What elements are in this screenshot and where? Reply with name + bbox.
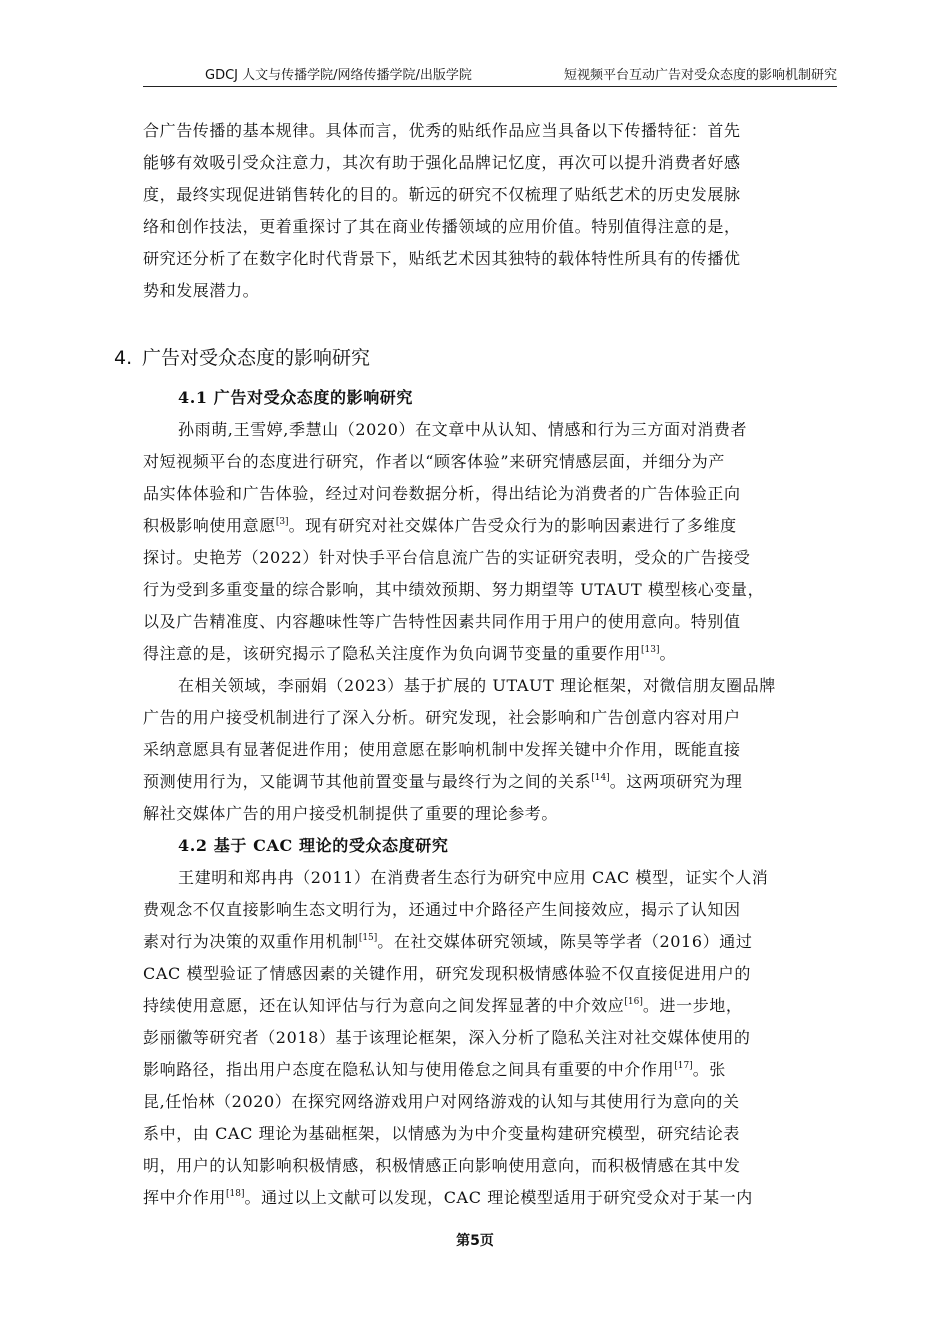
paragraph-line: 昆,任怡林（2020）在探究网络游戏用户对网络游戏的认知与其使用行为意向的关: [143, 1092, 740, 1111]
paragraph-line: 采纳意愿具有显著促进作用；使用意愿在影响机制中发挥关键中介作用，既能直接: [143, 740, 741, 759]
citation-ref: [16]: [624, 997, 643, 1007]
intro-line: 合广告传播的基本规律。具体而言，优秀的贴纸作品应当具备以下传播特征：首先: [143, 121, 741, 140]
page-number: 第5页: [456, 1233, 494, 1249]
paragraph-line: 持续使用意愿，还在认知评估与行为意向之间发挥显著的中介效应[16]。进一步地，: [143, 996, 743, 1015]
citation-ref: [18]: [226, 1189, 245, 1199]
paragraph-line: CAC 模型验证了情感因素的关键作用，研究发现积极情感体验不仅直接促进用户的: [143, 964, 751, 983]
paragraph-line: 探讨。史艳芳（2022）针对快手平台信息流广告的实证研究表明，受众的广告接受: [143, 548, 751, 567]
header-institution: GDCJ 人文与传播学院/网络传播学院/出版学院: [205, 68, 472, 83]
paragraph-line: 素对行为决策的双重作用机制[15]。在社交媒体研究领域，陈昊等学者（2016）通过: [143, 932, 753, 951]
section-number: 4.: [114, 347, 133, 369]
intro-line: 能够有效吸引受众注意力，其次有助于强化品牌记忆度，再次可以提升消费者好感: [143, 153, 741, 172]
intro-line: 度，最终实现促进销售转化的目的。靳远的研究不仅梳理了贴纸艺术的历史发展脉: [143, 185, 741, 204]
paragraph-line: 预测使用行为，又能调节其他前置变量与最终行为之间的关系[14]。这两项研究为理: [143, 772, 743, 791]
paragraph-line: 解社交媒体广告的用户接受机制提供了重要的理论参考。: [143, 804, 559, 823]
paragraph-line: 以及广告精准度、内容趣味性等广告特性因素共同作用于用户的使用意向。特别值: [143, 612, 741, 631]
paragraph-line: 对短视频平台的态度进行研究，作者以“顾客体验”来研究情感层面，并细分为产: [143, 452, 725, 471]
paragraph-line: 系中，由 CAC 理论为基础框架，以情感为为中介变量构建研究模型，研究结论表: [143, 1124, 741, 1143]
subsection-heading-4-2: 4.2 基于 CAC 理论的受众态度研究: [178, 836, 449, 855]
paragraph-line: 品实体体验和广告体验，经过对问卷数据分析，得出结论为消费者的广告体验正向: [143, 484, 741, 503]
subsection-heading-4-1: 4.1 广告对受众态度的影响研究: [178, 388, 414, 407]
header-paper-title: 短视频平台互动广告对受众态度的影响机制研究: [563, 68, 837, 83]
intro-line: 络和创作技法，更着重探讨了其在商业传播领域的应用价值。特别值得注意的是，: [143, 217, 741, 236]
running-header: [143, 64, 837, 87]
section-heading: [114, 346, 370, 370]
paragraph-line: 费观念不仅直接影响生态文明行为，还通过中介路径产生间接效应，揭示了认知因: [143, 900, 741, 919]
intro-line: 势和发展潜力。: [143, 281, 260, 300]
paragraph-line: 孙雨萌,王雪婷,季慧山（2020）在文章中从认知、情感和行为三方面对消费者: [178, 420, 748, 439]
paragraph-line: 行为受到多重变量的综合影响，其中绩效预期、努力期望等 UTAUT 模型核心变量，: [143, 580, 765, 599]
paragraph-line: 广告的用户接受机制进行了深入分析。研究发现，社会影响和广告创意内容对用户: [143, 708, 741, 727]
section-title: 广告对受众态度的影响研究: [142, 347, 371, 369]
paragraph-line: 明，用户的认知影响积极情感，积极情感正向影响使用意向，而积极情感在其中发: [143, 1156, 741, 1175]
citation-ref: [13]: [641, 645, 660, 655]
citation-ref: [15]: [358, 933, 378, 943]
paragraph-line: 挥中介作用[18]。通过以上文献可以发现，CAC 理论模型适用于研究受众对于某一内: [143, 1188, 753, 1207]
citation-ref: [14]: [591, 773, 610, 783]
paragraph-line: 得注意的是，该研究揭示了隐私关注度作为负向调节变量的重要作用[13]。: [143, 644, 677, 663]
intro-line: 研究还分析了在数字化时代背景下，贴纸艺术因其独特的载体特性所具有的传播优: [143, 249, 741, 268]
paragraph-line: 在相关领域，李丽娟（2023）基于扩展的 UTAUT 理论框架，对微信朋友圈品牌: [178, 676, 776, 695]
paragraph-line: 影响路径，指出用户态度在隐私认知与使用倦怠之间具有重要的中介作用[17]。张: [143, 1060, 726, 1079]
citation-ref: [3]: [275, 517, 289, 527]
paragraph-line: 彭丽徽等研究者（2018）基于该理论框架，深入分析了隐私关注对社交媒体使用的: [143, 1028, 751, 1047]
paragraph-line: 积极影响使用意愿[3]。现有研究对社交媒体广告受众行为的影响因素进行了多维度: [143, 516, 737, 535]
citation-ref: [17]: [674, 1061, 693, 1071]
paragraph-line: 王建明和郑冉冉（2011）在消费者生态行为研究中应用 CAC 模型，证实个人消: [178, 868, 769, 887]
